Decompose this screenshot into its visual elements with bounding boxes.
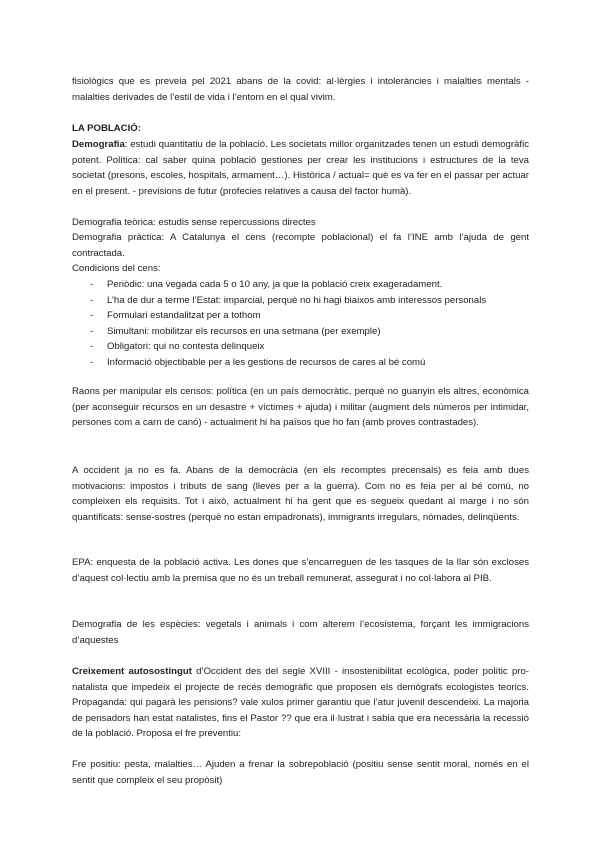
- list-dash: -: [90, 341, 94, 353]
- list-item-text: Obligatori: qui no contesta delinqueix: [107, 341, 265, 353]
- especies-paragraph: Demografia de les espècies: vegetals i animals i com alterem l’ecosistema, forçant les immigracions d’aquestes: [72, 619, 529, 646]
- demografia-paragraph: [72, 137, 529, 199]
- list-dash: -: [90, 325, 94, 337]
- fre-positiu-paragraph: Fre positiu: pesta, malalties… Ajuden a frenar la sobrepoblació (positiu sense sentit moral, només en el sentit que compleix el seu propòsit): [72, 759, 529, 786]
- section-title-text: LA POBLACIÓ:: [72, 123, 141, 134]
- list-item: [72, 324, 529, 340]
- list-item-text: Periòdic: una vegada cada 5 o 10 any, ja que la població creix exageradament.: [107, 279, 443, 290]
- condicions-label: Condicions del cens:: [72, 263, 161, 274]
- list-item: [72, 293, 529, 309]
- demografia-text: : estudi quantitatiu de la població. Les societats millor organitzades tenen un estudi demogràfic potent. Política: cal saber quina població gestiones per crear les institucions i estructures de la teva societat (presons, escoles, hospitals, armament…). Històrica / actual= què es va fer en el passar per actuar en el present. - previsions de futur (profecies relatives a causa del factor humà).: [72, 139, 529, 197]
- list-item-text: Formulari estandalitzat per a tothom: [107, 310, 261, 322]
- list-dash: -: [90, 356, 94, 368]
- list-dash: -: [90, 310, 94, 322]
- list-item: [72, 277, 529, 293]
- list-dash: -: [90, 279, 94, 290]
- section-title: [72, 121, 529, 137]
- list-item: [72, 308, 529, 324]
- list-item-text: Simultani: mobilitzar els recursos en una setmana (per exemple): [107, 325, 381, 337]
- list-dash: -: [90, 294, 94, 306]
- list-item: [72, 339, 529, 355]
- creixement-term: Creixement autosostingut: [72, 666, 192, 677]
- creixement-text: d’Occident des del segle XVIII - insostenibilitat ecològica, poder polític pro-natalista que impedeix el projecte de recés demogràfic que proposen els demògrafs ecologistes teorics. Propaganda: qui pagarà les pensions? vale xulos primer garantiu que l’atur juvenil descendeixi. La majoria de pensadors han estat natalistes, fins el Pastor ?? que era il·lustrat i sabia que era necessària la recessió de la població. Proposa el fre preventiu:: [72, 666, 529, 740]
- list-item: [72, 355, 529, 371]
- raons-paragraph: Raons per manipular els censos: política (en un país democràtic, perquè no guanyin els altres, econòmica (per aconseguir recursos en un desastre + víctimes + ajuda) i militar (augment dels números per intimidar, persones com a carn de canó) - actualment hi ha països que ho fan (amb proves contrastades).: [72, 386, 529, 429]
- creixement-paragraph: [72, 664, 529, 742]
- intro-paragraph: fisiològics que es preveia pel 2021 abans de la covid: al·lèrgies i intoleràncies i malalties mentals - malalties derivades de l’estil de vida i l’entorn en el qual vivim.: [72, 76, 529, 103]
- occident-paragraph: A occident ja no es fa. Abans de la democràcia (en els recomptes precensals) es feia amb dues motivacions: impostos i tributs de sang (lleves per a la guerra). Com no es feia per al bé comú, no compleixen els requisits. Tot i això, actualment hi ha gent que es segueix quedant al marge i no són quantificats: sense-sostres (perquè no estan empadronats), immigrants irregulars, nòmades, delinqüents.: [72, 465, 529, 523]
- demografia-term: Demografia: [72, 139, 125, 150]
- condicions-list: [72, 277, 529, 371]
- list-item-text: Informació objectibable per a les gestions de recursos de cares al bé comú: [107, 356, 426, 368]
- teorica-line: Demografia teòrica: estudis sense repercussions directes: [72, 217, 316, 228]
- epa-paragraph: EPA: enquesta de la població activa. Les dones que s’encarreguen de les tasques de la llar són excloses d’aquest col·lectiu amb la premisa que no és un treball remunerat, assegurat i no col·labora al PIB.: [72, 557, 529, 584]
- list-item-text: L’ha de dur a terme l’Estat: imparcial, perquè no hi hagi biaixos amb interessos personals: [107, 294, 487, 306]
- practica-paragraph: Demografia pràctica: A Catalunya el cens (recompte poblacional) el fa l’INE amb l’ajuda de gent contractada.: [72, 232, 529, 259]
